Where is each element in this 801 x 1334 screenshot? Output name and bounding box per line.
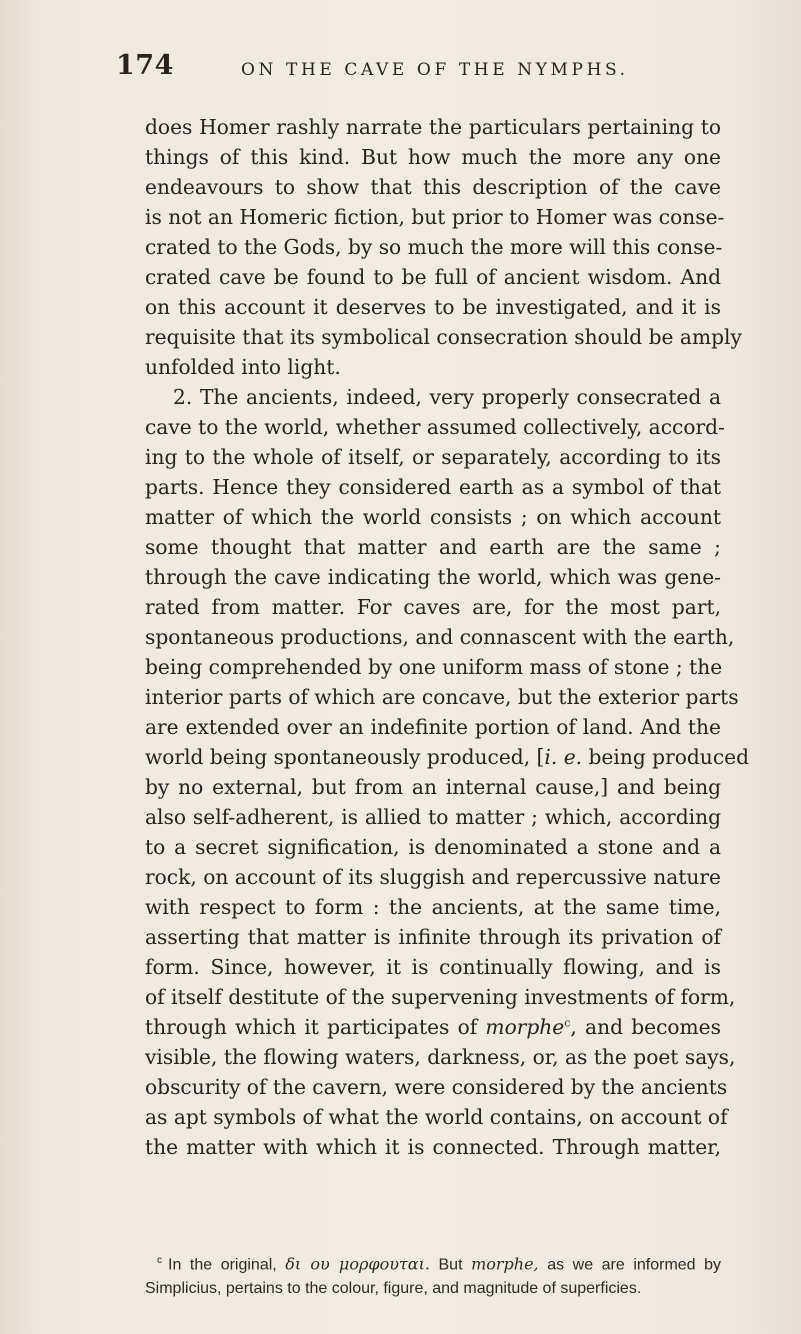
text-line: rated from matter. For caves are, for the most part,	[145, 595, 721, 619]
text-line: the matter with which it is connected. Through matter,	[145, 1135, 721, 1159]
text-line: cave to the world, whether assumed collectively, accord-	[145, 415, 725, 439]
footnote-line: Simplicius, pertains to the colour, figure, and magnitude of superficies.	[145, 1280, 642, 1298]
text-segment: as we are informed by	[538, 1256, 722, 1274]
page-header	[116, 50, 676, 86]
footnote-reference: c	[564, 1016, 571, 1030]
footnote-marker: c	[157, 1255, 162, 1266]
text-segment: , and becomes	[570, 1015, 721, 1039]
text-line: unfolded into light.	[145, 355, 341, 379]
text-line: with respect to form : the ancients, at the same time,	[145, 895, 721, 919]
text-segment: But	[429, 1256, 472, 1274]
text-line: matter of which the world consists ; on which account	[145, 505, 721, 529]
text-line: asserting that matter is infinite through its privation of	[145, 925, 721, 949]
text-line: rock, on account of its sluggish and repercussive nature	[145, 865, 721, 889]
text-line	[145, 742, 749, 772]
text-line: requisite that its symbolical consecration should be amply	[145, 325, 742, 349]
text-line: to a secret signification, is denominated a stone and a	[145, 835, 721, 859]
greek-quotation: δι ου μορφουται.	[285, 1254, 430, 1274]
page-number: 174	[116, 50, 174, 81]
text-line: endeavours to show that this description of the cave	[145, 175, 721, 199]
text-line: form. Since, however, it is continually flowing, and is	[145, 955, 721, 979]
text-line: also self-adherent, is allied to matter ; which, according	[145, 805, 721, 829]
text-line: is not an Homeric fiction, but prior to Homer was conse-	[145, 205, 725, 229]
text-line: as apt symbols of what the world contains, on account of	[145, 1105, 728, 1129]
text-line: crated cave be found to be full of ancient wisdom. And	[145, 265, 721, 289]
body-text	[145, 112, 749, 1162]
text-line: through the cave indicating the world, which was gene-	[145, 565, 721, 589]
text-line: crated to the Gods, by so much the more will this conse-	[145, 235, 723, 259]
text-line: interior parts of which are concave, but the exterior parts	[145, 685, 739, 709]
text-line: parts. Hence they considered earth as a symbol of that	[145, 475, 721, 499]
text-line: does Homer rashly narrate the particulars pertaining to	[145, 115, 721, 139]
text-line: being comprehended by one uniform mass of stone ; the	[145, 655, 723, 679]
text-line: spontaneous productions, and connascent with the earth,	[145, 625, 735, 649]
text-line	[145, 1012, 721, 1042]
text-line: of itself destitute of the supervening investments of form,	[145, 985, 736, 1009]
italic-term: morphe,	[471, 1254, 539, 1274]
italic-term: morphe	[485, 1015, 565, 1039]
text-line: visible, the flowing waters, darkness, or, as the poet says,	[145, 1045, 736, 1069]
italic-abbreviation: i. e.	[544, 745, 583, 769]
text-line: some thought that matter and earth are the same ;	[145, 535, 721, 559]
text-line: obscurity of the cavern, were considered by the ancients	[145, 1075, 728, 1099]
text-segment: In the original,	[168, 1256, 286, 1274]
text-segment: through which it participates of	[145, 1015, 486, 1039]
text-segment: world being spontaneously produced, [	[145, 745, 545, 769]
text-line: by no external, but from an internal cause,] and being	[145, 775, 721, 799]
text-line: things of this kind. But how much the more any one	[145, 145, 721, 169]
text-segment: being produced	[582, 745, 749, 769]
text-line: are extended over an indefinite portion of land. And the	[145, 715, 721, 739]
footnote	[145, 1249, 721, 1301]
footnote-line	[145, 1249, 721, 1277]
text-line: ing to the whole of itself, or separately, according to its	[145, 445, 721, 469]
text-line: on this account it deserves to be investigated, and it is	[145, 295, 721, 319]
text-line: 2. The ancients, indeed, very properly consecrated a	[173, 385, 721, 409]
running-head: ON THE CAVE OF THE NYMPHS.	[241, 60, 629, 80]
